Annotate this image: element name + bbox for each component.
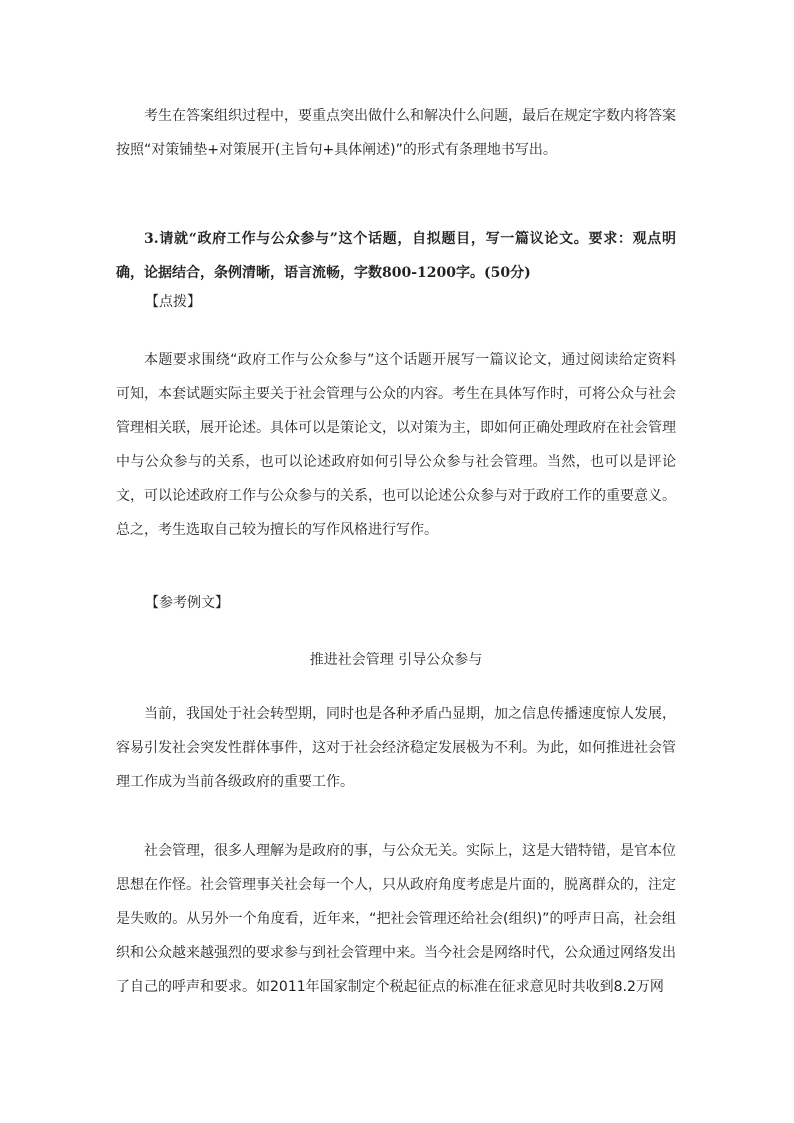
essay-paragraph-2: 社会管理，很多人理解为是政府的事，与公众无关。实际上，这是大错特错，是官本位思想在作怪。社会管理事关社会每一个人，只从政府角度考虑是片面的，脱离群众的，注定是失败的。从另外一个角度看，近年来，“把社会管理还给社会(组织)”的呼声日高，社会组织和公众越来越强烈的要求参与到社会管理中来。当今社会是网络时代，公众通过网络发出了自己的呼声和要求。如2011年国家制定个税起征点的标准在征求意见时共收到8.2万网 [116,843,676,995]
essay-title: 推进社会管理 引导公众参与 [309,652,483,668]
hint-paragraph: 本题要求围绕“政府工作与公众参与”这个话题开展写一篇议论文，通过阅读给定资料可知，本套试题实际主要关于社会管理与公众的内容。考生在具体写作时，可将公众与社会管理相关联，展开论述。具体可以是策论文，以对策为主，即如何正确处理政府在社会管理中与公众参与的关系，也可以论述政府如何引导公众参与社会管理。当然，也可以是评论文，可以论述政府工作与公众参与的关系，也可以论述公众参与对于政府工作的重要意义。总之，考生选取自己较为擅长的写作风格进行写作。 [116,352,676,538]
sample-essay-label: 【参考例文】 [145,595,229,611]
hint-label: 【点拨】 [145,294,201,310]
answer-organization-paragraph: 考生在答案组织过程中，要重点突出做什么和解决什么问题，最后在规定字数内将答案按照“对策铺垫+对策展开(主旨句+具体阐述)”的形式有条理地书写出。 [116,108,676,158]
essay-paragraph-1: 当前，我国处于社会转型期，同时也是各种矛盾凸显期，加之信息传播速度惊人发展，容易引发社会突发性群体事件，这对于社会经济稳定发展极为不利。为此，如何推进社会管理工作成为当前各级政府的重要工作。 [116,706,676,790]
essay-question: 3.请就“政府工作与公众参与”这个话题，自拟题目，写一篇议论文。要求：观点明确，论据结合，条例清晰，语言流畅，字数800-1200字。(50分) [116,231,676,281]
